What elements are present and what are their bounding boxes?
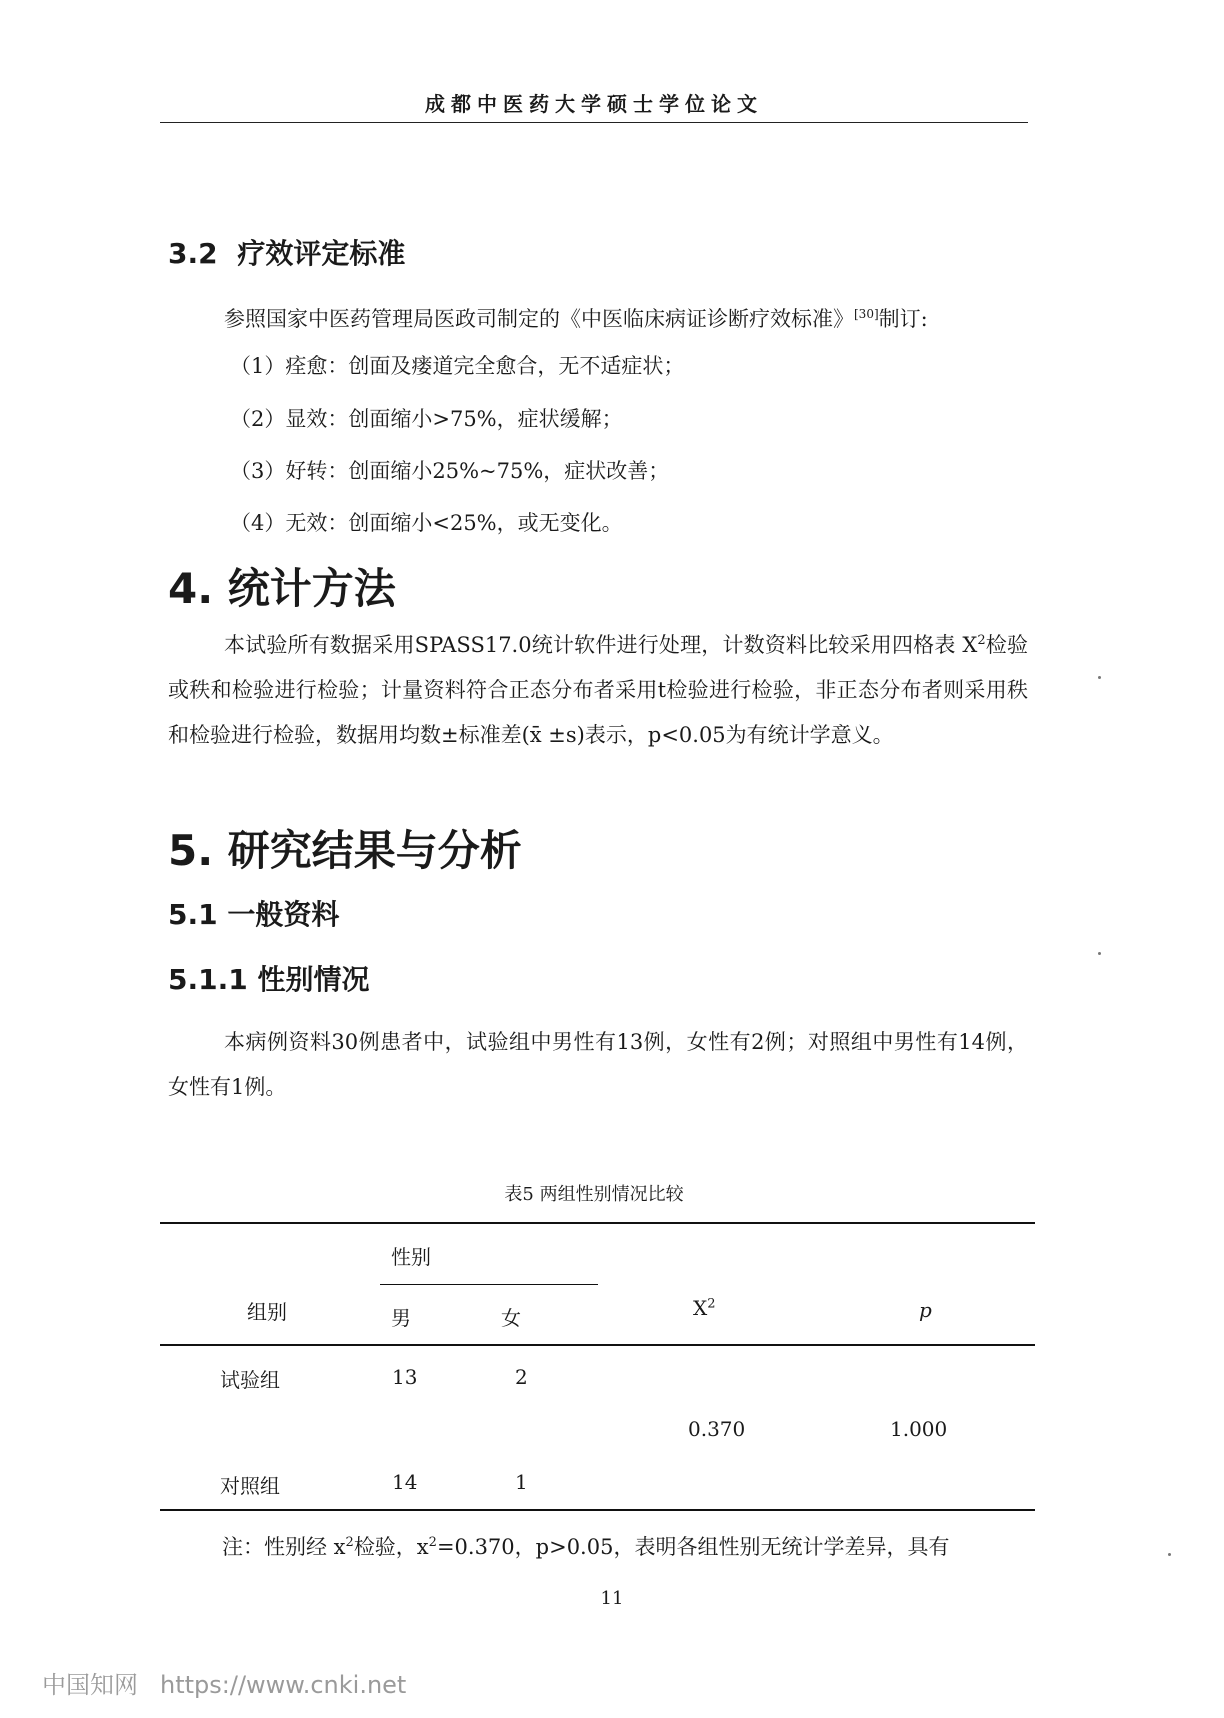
cnki-watermark <box>42 1665 406 1700</box>
section-3-2-intro <box>168 292 1028 342</box>
section-number: 3.2 <box>168 237 218 270</box>
criteria-item: （3）好转：创面缩小25%~75%，症状改善； <box>230 459 670 483</box>
intro-end: 制订: <box>878 307 928 331</box>
table-cell-male: 13 <box>392 1365 418 1389</box>
criteria-item: （1）痊愈：创面及瘘道完全愈合，无不适症状； <box>230 354 685 378</box>
section-5-1-heading: 5.1 一般资料 <box>168 898 340 931</box>
criteria-item: （2）显效：创面缩小>75%，症状缓解； <box>230 407 623 431</box>
watermark-brand: 中国知网 <box>42 1671 138 1699</box>
para-text: 检验或秩和检验进行检验；计量资料符合正态分布者采用t检验进行检验，非正态分布者则采用秩和检验进行检验，数据用均数±标准差(x̄ ±s)表示，p<0.05为有统计学意义。 <box>168 633 1028 747</box>
table-row-group: 对照组 <box>220 1474 280 1498</box>
note-text: =0.370，p>0.05，表明各组性别无统计学差异，具有 <box>436 1535 950 1559</box>
table-cell-female: 1 <box>515 1470 528 1494</box>
section-5-1-1-paragraph: 本病例资料30例患者中，试验组中男性有13例，女性有2例；对照组中男性有14例，女性有1例。 <box>168 1030 1028 1099</box>
section-4-heading: 4. 统计方法 <box>168 564 396 613</box>
para-text: 本试验所有数据采用SPASS17.0统计软件进行处理，计数资料比较采用四格表 X <box>224 633 978 657</box>
table-header-chi-square <box>693 1296 716 1320</box>
superscript: 2 <box>345 1535 354 1550</box>
table-cell-p-value: 1.000 <box>890 1417 948 1441</box>
table-note <box>222 1531 949 1561</box>
table-row-group: 试验组 <box>220 1368 280 1392</box>
section-5-1-1-heading: 5.1.1 性别情况 <box>168 963 370 996</box>
table-bottom-rule <box>160 1509 1035 1511</box>
chi-symbol: X <box>693 1296 708 1320</box>
note-text: 检验，x <box>353 1535 429 1559</box>
intro-text: 参照国家中医药管理局医政司制定的《中医临床病证诊断疗效标准》 <box>224 307 854 331</box>
page-number: 11 <box>600 1588 624 1609</box>
note-text: 注：性别经 x <box>222 1535 346 1559</box>
table-header-group: 组别 <box>247 1300 287 1324</box>
superscript: 2 <box>977 633 986 648</box>
table-header-female: 女 <box>501 1306 521 1330</box>
watermark-url: https://www.cnki.net <box>160 1671 407 1699</box>
section-3-2-heading <box>168 232 405 272</box>
table-sub-rule <box>380 1284 598 1285</box>
table-header-sex: 性别 <box>391 1245 431 1269</box>
scan-speck <box>1098 952 1101 955</box>
section-4-paragraph <box>168 618 1028 758</box>
superscript: 2 <box>428 1535 437 1550</box>
table-cell-chi-value: 0.370 <box>688 1417 746 1441</box>
table-cell-female: 2 <box>515 1365 528 1389</box>
table-header-p: p <box>919 1298 932 1322</box>
criteria-item: （4）无效：创面缩小<25%，或无变化。 <box>230 511 623 535</box>
table-caption: 表5 两组性别情况比较 <box>504 1184 684 1205</box>
table-top-rule <box>160 1222 1035 1224</box>
running-header: 成都中医药大学硕士学位论文 <box>425 92 763 116</box>
table-header-rule <box>160 1344 1035 1346</box>
table-header-male: 男 <box>391 1306 411 1330</box>
scan-speck <box>1168 1553 1171 1556</box>
header-rule <box>160 122 1028 123</box>
section-title: 疗效评定标准 <box>237 237 406 270</box>
superscript: 2 <box>707 1296 716 1312</box>
citation-ref: [30] <box>854 307 879 321</box>
table-cell-male: 14 <box>392 1470 418 1494</box>
scan-speck <box>1098 676 1101 679</box>
section-5-heading: 5. 研究结果与分析 <box>168 826 522 875</box>
